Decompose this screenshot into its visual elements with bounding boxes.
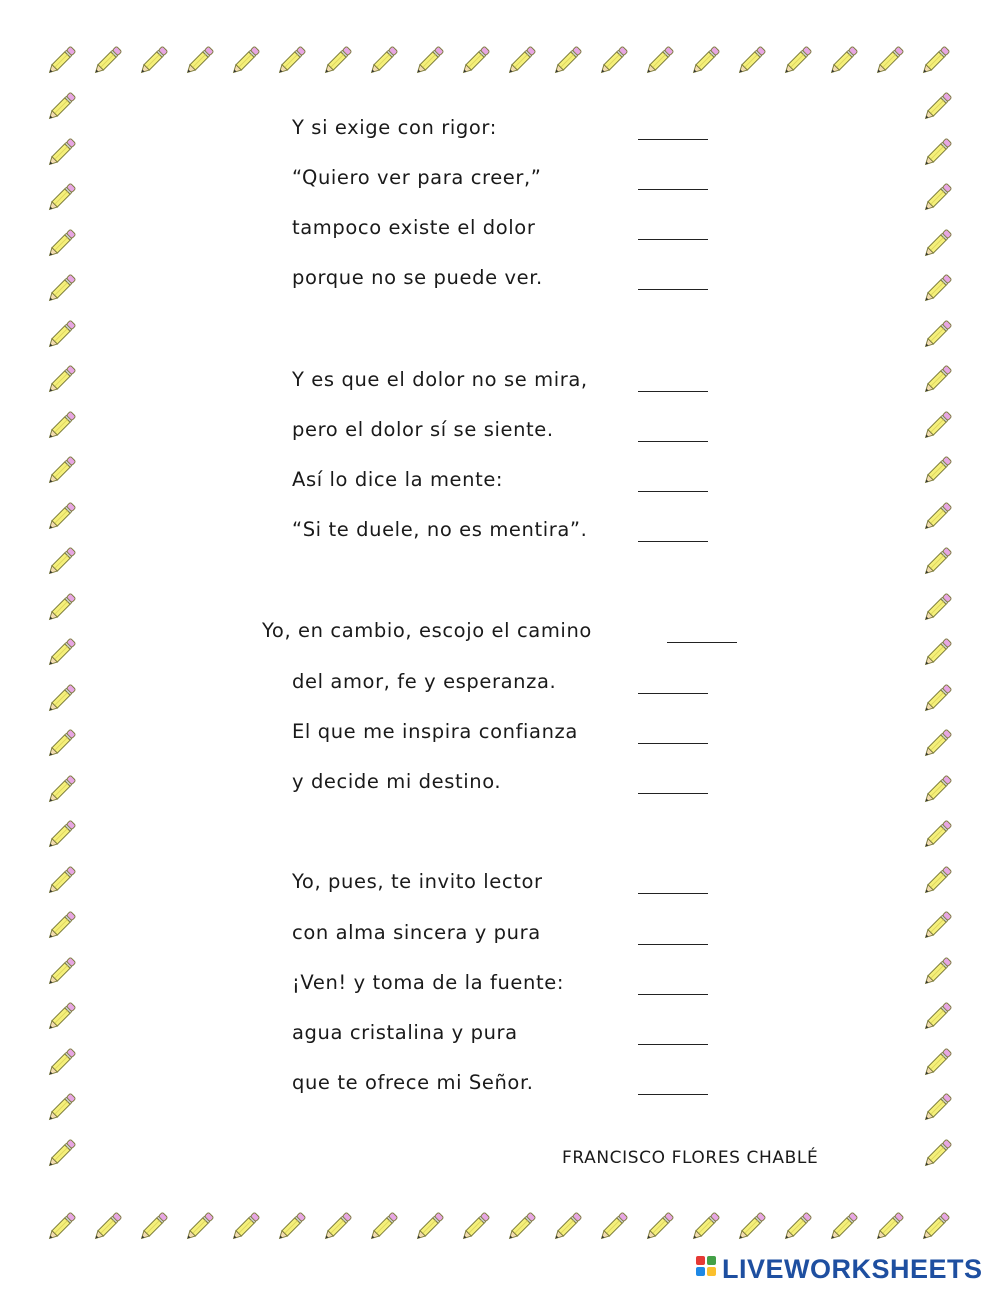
poem-line: con alma sincera y pura	[292, 921, 541, 944]
poem-line: agua cristalina y pura	[292, 1021, 518, 1044]
liveworksheets-footer[interactable]	[696, 1252, 983, 1286]
answer-blank[interactable]	[638, 188, 708, 190]
poem-line: Así lo dice la mente:	[292, 468, 504, 491]
answer-blank[interactable]	[638, 440, 708, 442]
poem-line: del amor, fe y esperanza.	[292, 670, 557, 693]
poem-line: pero el dolor sí se siente.	[292, 418, 554, 441]
poem-line: Yo, pues, te invito lector	[292, 870, 543, 893]
poem-line: “Quiero ver para creer,”	[292, 166, 542, 189]
poem-line: Y es que el dolor no se mira,	[292, 368, 588, 391]
answer-blank[interactable]	[638, 288, 708, 290]
poem-line: El que me inspira confianza	[292, 720, 578, 743]
poem-line: Yo, en cambio, escojo el camino	[262, 619, 592, 642]
liveworksheets-logo-icon	[696, 1254, 718, 1284]
answer-blank[interactable]	[638, 138, 708, 140]
answer-blank[interactable]	[638, 238, 708, 240]
answer-blank[interactable]	[638, 943, 708, 945]
author-name: FRANCISCO FLORES CHABLÉ	[562, 1148, 819, 1168]
answer-blank[interactable]	[667, 641, 737, 643]
liveworksheets-wordmark	[722, 1254, 983, 1285]
answer-blank[interactable]	[638, 490, 708, 492]
poem-line: que te ofrece mi Señor.	[292, 1071, 534, 1094]
answer-blank[interactable]	[638, 1043, 708, 1045]
answer-blank[interactable]	[638, 1093, 708, 1095]
poem-line: Y si exige con rigor:	[292, 116, 497, 139]
poem-line: ¡Ven! y toma de la fuente:	[292, 971, 565, 994]
answer-blank[interactable]	[638, 892, 708, 894]
answer-blank[interactable]	[638, 742, 708, 744]
answer-blank[interactable]	[638, 792, 708, 794]
answer-blank[interactable]	[638, 692, 708, 694]
poem-line: y decide mi destino.	[292, 770, 502, 793]
answer-blank[interactable]	[638, 993, 708, 995]
answer-blank[interactable]	[638, 540, 708, 542]
poem-line: tampoco existe el dolor	[292, 216, 536, 239]
brand-rest: WORKSHEETS	[784, 1253, 983, 1284]
poem-line: porque no se puede ver.	[292, 266, 543, 289]
brand-live: LIVE	[722, 1253, 785, 1284]
answer-blank[interactable]	[638, 390, 708, 392]
poem-line: “Si te duele, no es mentira”.	[292, 518, 588, 541]
